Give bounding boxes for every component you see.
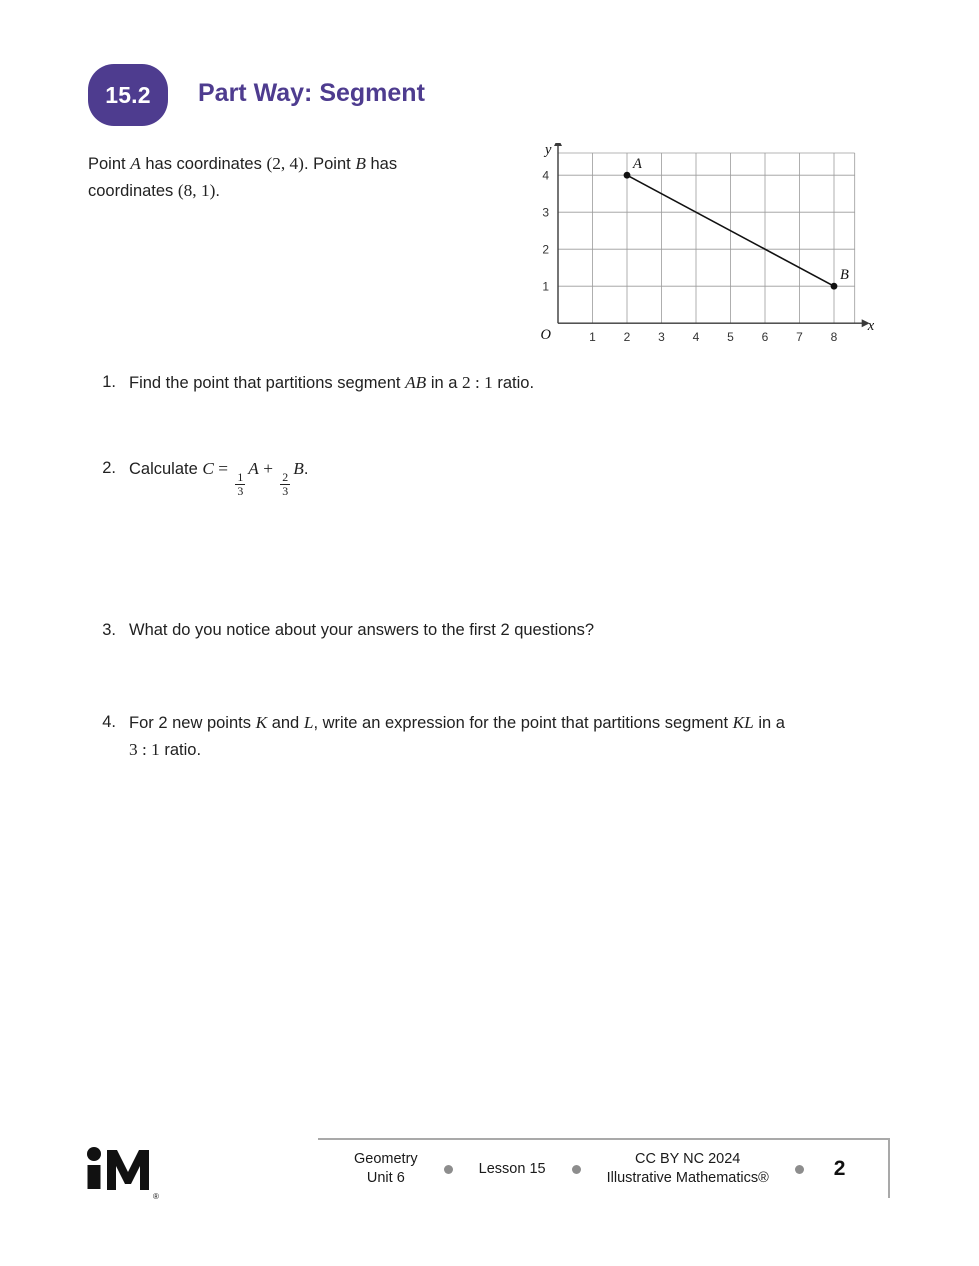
footer-license-line1: CC BY NC 2024 (635, 1151, 741, 1168)
intro-t1: Point (88, 155, 131, 173)
math-var-B: B (355, 154, 366, 173)
footer-license-line2: Illustrative Mathematics® (606, 1170, 769, 1186)
im-logo (85, 1140, 169, 1202)
question-number: 3. (102, 621, 116, 639)
question-number: 4. (102, 713, 116, 731)
svg-text:A: A (633, 156, 642, 173)
math-segment-KL: KL (732, 713, 754, 732)
svg-text:2: 2 (623, 330, 631, 345)
intro-t2: has coordinates (140, 155, 267, 173)
footer-lesson: Lesson 15 (478, 1160, 546, 1177)
question-number: 2. (102, 459, 116, 477)
question-text (129, 370, 534, 397)
math-var-K: K (255, 713, 268, 732)
question-1 (98, 370, 534, 397)
math-var-C: C (202, 459, 214, 478)
math-segment-AB: AB (405, 373, 427, 392)
svg-text:O: O (540, 327, 551, 344)
intro-t4: has (365, 155, 398, 173)
math-ratio-31: 3 : 1 (129, 739, 160, 759)
intro-t6: . (215, 181, 220, 200)
math-var-L: L (303, 713, 314, 732)
fraction-denominator: 3 (282, 484, 289, 499)
section-number: 15.2 (105, 81, 151, 108)
svg-text:4: 4 (692, 330, 700, 345)
q4-t2: and (267, 714, 304, 732)
q2-t1: Calculate (129, 460, 203, 478)
fraction-denominator: 3 (237, 484, 244, 499)
math-ratio-21: 2 : 1 (462, 373, 493, 392)
q4-t3: , write an expression for the point that partitions segment (313, 714, 733, 732)
coordinate-plane-graph (532, 143, 884, 349)
intro-t5: coordinates (88, 181, 178, 200)
footer-bullet-icon (572, 1165, 581, 1174)
q4-t4: in a (753, 714, 785, 732)
fraction-one-third (235, 471, 245, 499)
intro-text (88, 151, 397, 205)
question-text (129, 456, 308, 499)
svg-text:1: 1 (589, 330, 596, 345)
question-text (129, 710, 785, 764)
question-text: What do you notice about your answers to the first 2 questions? (129, 621, 595, 639)
math-coords-A: (2, 4) (266, 154, 304, 173)
q1-t1: Find the point that partitions segment (129, 374, 406, 392)
math-coords-B: (8, 1) (177, 180, 216, 200)
q1-t2: in a (426, 374, 463, 392)
svg-text:B: B (840, 267, 849, 284)
question-number: 1. (102, 373, 116, 391)
svg-text:3: 3 (542, 205, 549, 220)
footer-bar (318, 1138, 890, 1198)
fraction-two-thirds (280, 471, 290, 499)
svg-text:x: x (867, 318, 875, 335)
section-number-badge (88, 64, 168, 126)
svg-text:4: 4 (542, 168, 549, 183)
footer-course (354, 1150, 418, 1188)
coordinate-plane-figure (532, 143, 884, 354)
math-var-B: B (293, 459, 304, 478)
svg-text:2: 2 (542, 242, 549, 257)
svg-text:y: y (545, 143, 552, 158)
svg-text:3: 3 (658, 330, 665, 345)
svg-text:6: 6 (761, 330, 769, 345)
q1-t3: ratio. (492, 374, 535, 392)
logo-i-dot (87, 1147, 101, 1161)
svg-text:8: 8 (830, 330, 838, 345)
q2-t2: . (303, 460, 309, 478)
math-plus: + (258, 459, 278, 478)
footer-bullet-icon (444, 1165, 453, 1174)
page-title: Part Way: Segment (198, 79, 425, 107)
intro-t3: . Point (303, 155, 356, 173)
footer-bullet-icon (795, 1165, 804, 1174)
fraction-numerator: 2 (282, 469, 289, 484)
math-var-A: A (130, 154, 141, 173)
page-number: 2 (833, 1157, 846, 1180)
footer-course-line2: Unit 6 (366, 1170, 405, 1186)
footer-course-line1: Geometry (354, 1151, 418, 1168)
question-3 (98, 618, 594, 644)
math-equals: = (213, 459, 233, 478)
logo-m (107, 1150, 149, 1190)
fraction-numerator: 1 (237, 469, 244, 484)
math-var-A: A (248, 459, 259, 478)
question-4 (98, 710, 785, 764)
logo-i-stem (88, 1165, 101, 1189)
svg-text:7: 7 (796, 330, 803, 345)
question-2 (98, 456, 308, 499)
footer-license (607, 1150, 769, 1188)
q4-t1: For 2 new points (129, 714, 256, 732)
svg-text:1: 1 (542, 279, 549, 294)
q4-t5: ratio. (159, 740, 202, 759)
svg-text:5: 5 (727, 330, 734, 345)
logo-registered-mark: ® (153, 1192, 159, 1201)
